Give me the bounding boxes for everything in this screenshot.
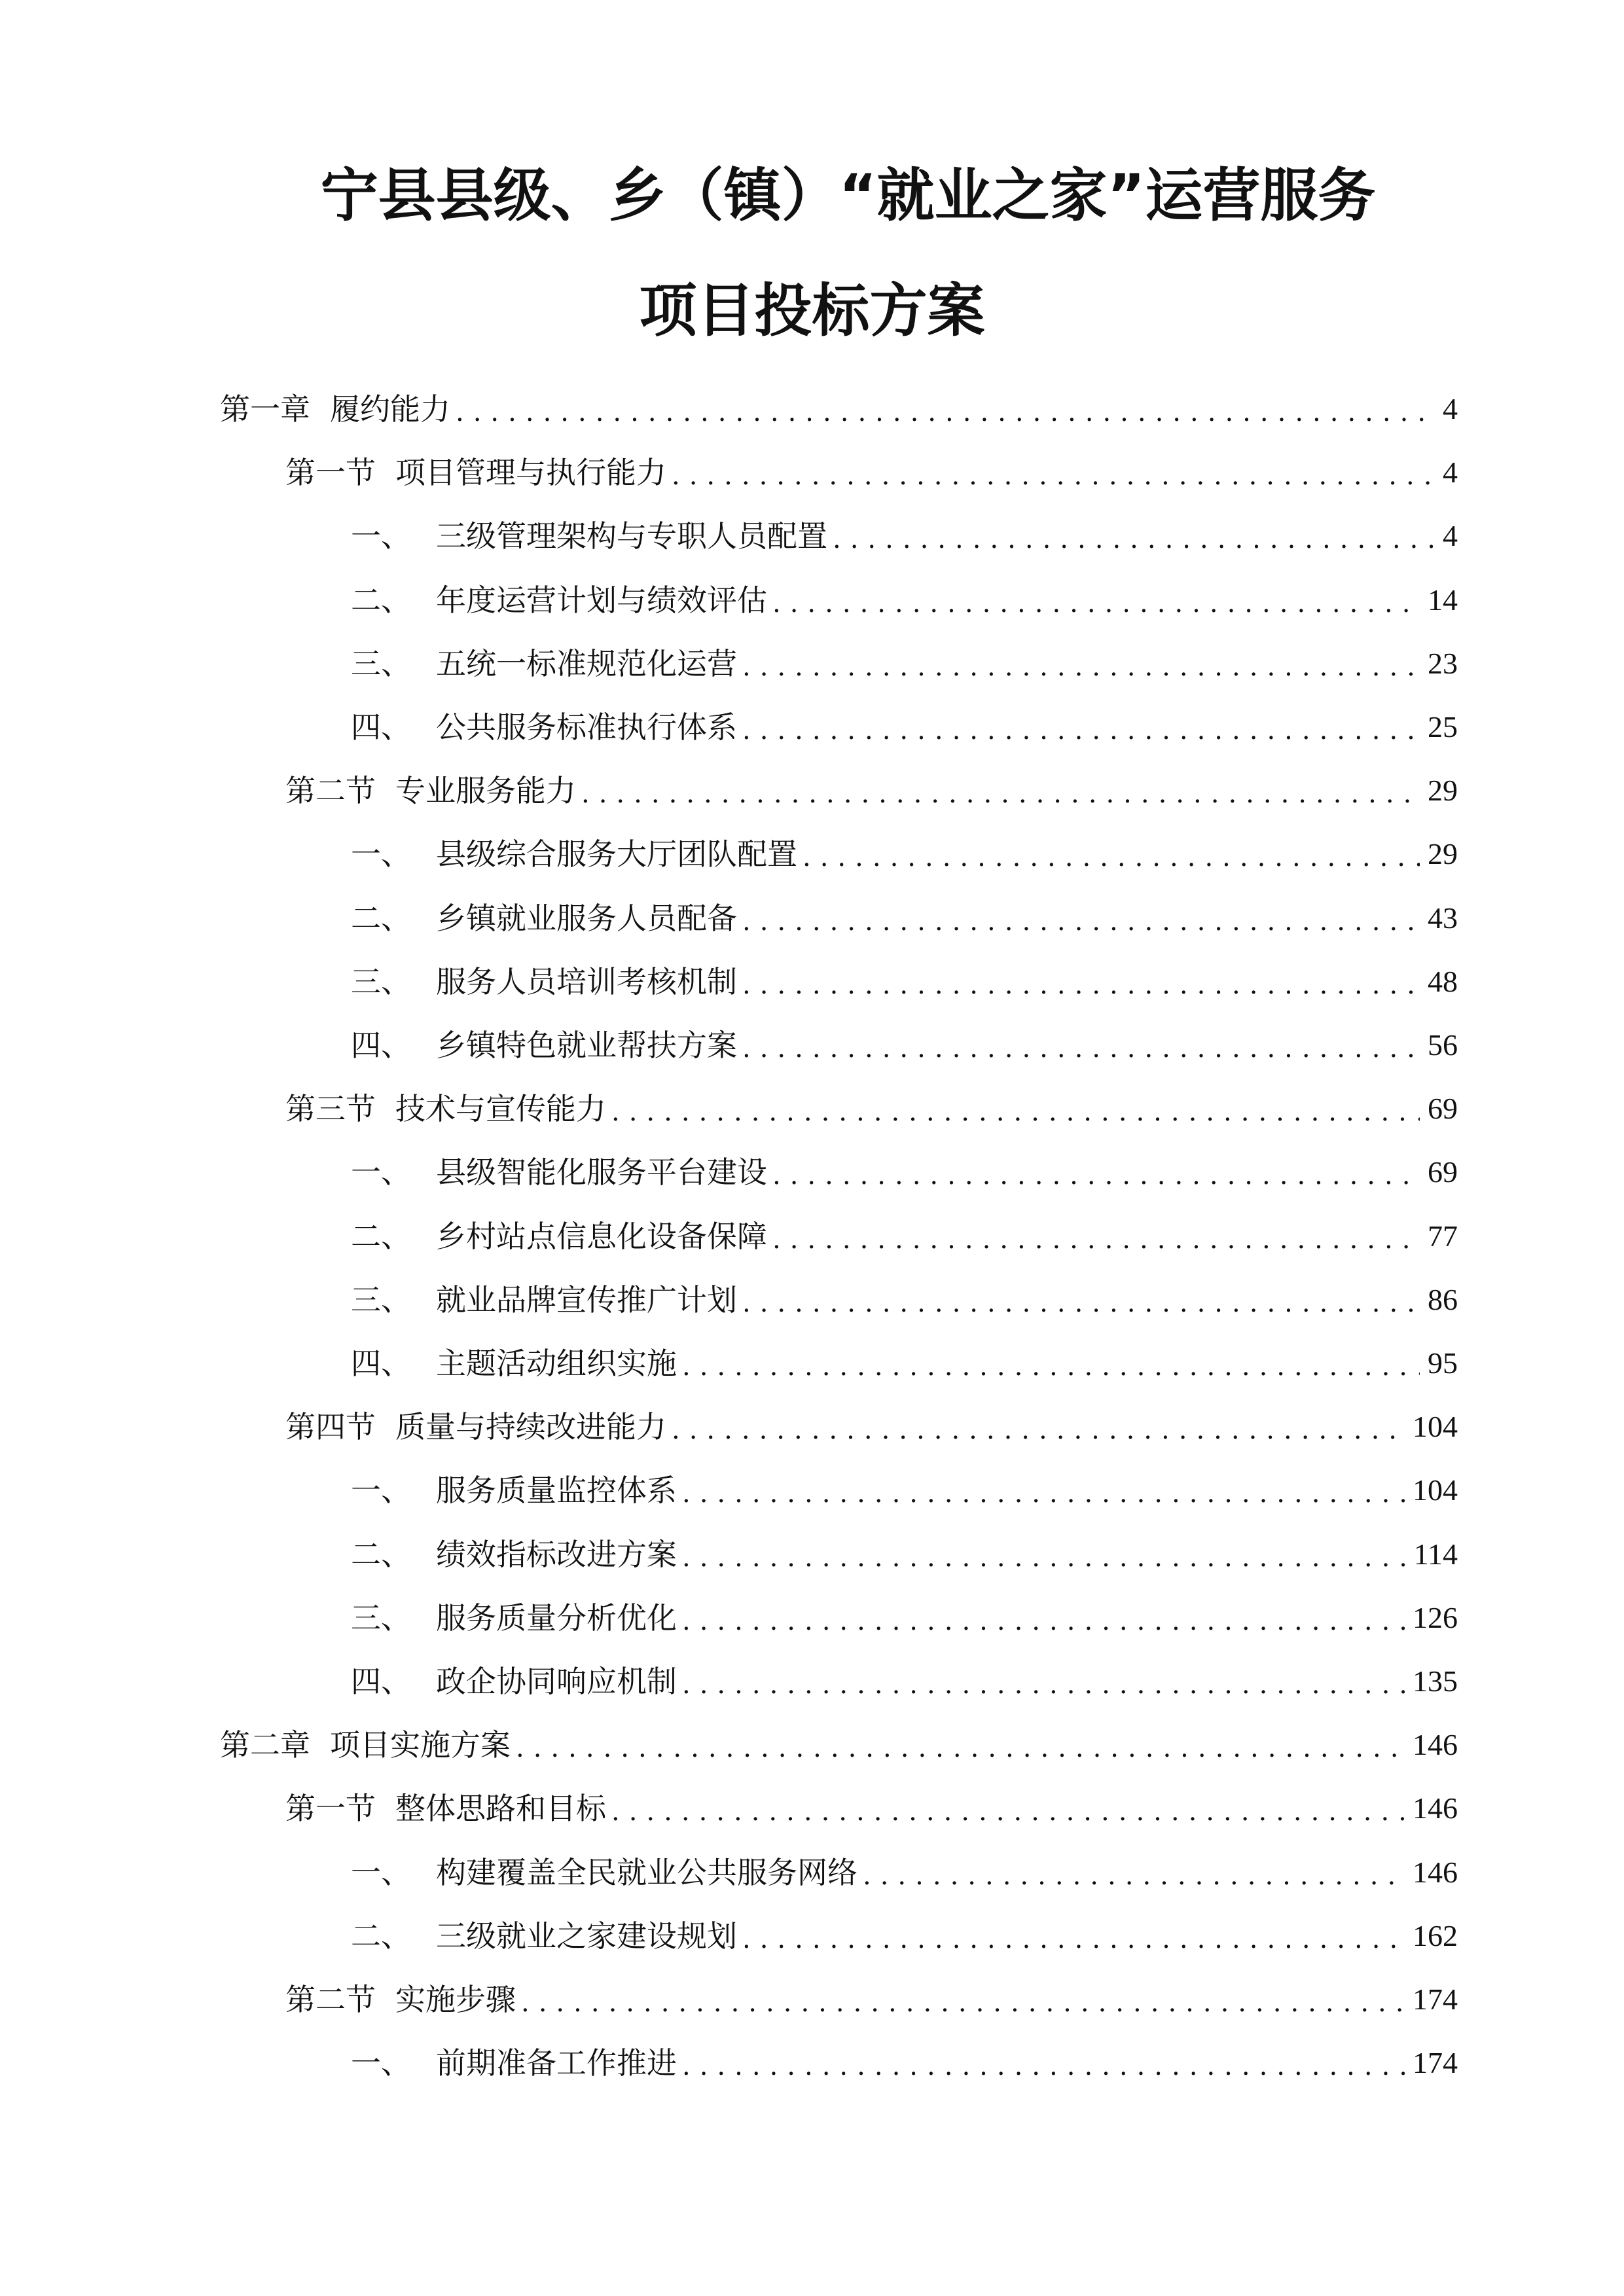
toc-leader-dots [682,1340,1420,1386]
toc-page-number: 86 [1428,1283,1458,1316]
toc-page-number: 77 [1428,1219,1458,1253]
toc-leader-dots [581,768,1420,814]
toc-entry-label: 质量与持续改进能力 [395,1409,666,1444]
toc-entry[interactable] [351,1850,1458,1895]
toc-entry[interactable] [351,704,1458,750]
toc-entry-text [351,1850,863,1895]
toc-entry-number: 三、 [351,1600,411,1636]
toc-page-number: 146 [1413,1728,1458,1761]
toc-entry-number: 一、 [351,1155,411,1190]
toc-entry[interactable] [220,1722,1458,1768]
toc-page-number: 4 [1443,392,1458,425]
toc-entry-number: 二、 [351,1918,411,1954]
toc-leader-dots [863,1850,1405,1895]
toc-entry-number: 四、 [351,1028,411,1063]
toc-entry-text [285,1086,611,1132]
toc-leader-dots [456,386,1435,432]
toc-entry-label: 公共服务标准执行体系 [436,709,737,745]
toc-entry-label: 绩效指标改进方案 [436,1537,677,1572]
toc-leader-dots [742,1022,1420,1068]
toc-entry-text [351,1277,742,1323]
toc-entry-label: 县级智能化服务平台建设 [436,1155,767,1190]
toc-entry[interactable] [351,1659,1458,1704]
toc-page-number: 43 [1428,901,1458,935]
toc-page-number: 48 [1428,965,1458,998]
toc-entry-text [351,1532,682,1577]
toc-page-number: 29 [1428,774,1458,807]
toc-page-number: 69 [1428,1155,1458,1189]
toc-entry[interactable] [285,1404,1458,1450]
toc-page-number: 29 [1428,837,1458,870]
toc-leader-dots [772,577,1420,623]
toc-entry-label: 乡镇就业服务人员配备 [436,901,737,936]
toc-entry[interactable] [220,386,1458,432]
toc-entry[interactable] [351,513,1458,559]
toc-entry-number: 第一节 [285,1791,376,1826]
toc-entry-text [351,1213,772,1259]
toc-page-number: 135 [1413,1664,1458,1698]
toc-entry-number: 一、 [351,1473,411,1508]
toc-page-number: 174 [1413,1982,1458,2016]
toc-entry-text [351,1467,682,1513]
toc-leader-dots [742,895,1420,941]
toc-entry-text [351,959,742,1005]
toc-entry-label: 构建覆盖全民就业公共服务网络 [436,1855,857,1890]
toc-leader-dots [833,513,1435,559]
toc-entry-number: 第一节 [285,455,376,490]
toc-entry-text [351,1149,772,1195]
toc-entry-label: 服务人员培训考核机制 [436,964,737,999]
toc-page-number: 25 [1428,710,1458,744]
toc-entry-label: 前期准备工作推进 [436,2045,677,2081]
toc-entry[interactable] [351,1467,1458,1513]
toc-page-number: 69 [1428,1092,1458,1125]
toc-entry[interactable] [351,2040,1458,2086]
toc-leader-dots [772,1213,1420,1259]
toc-leader-dots [611,1785,1405,1831]
toc-entry-label: 三级就业之家建设规划 [436,1918,737,1954]
toc-entry-number: 一、 [351,518,411,554]
toc-entry[interactable] [351,1022,1458,1068]
toc-entry-label: 乡镇特色就业帮扶方案 [436,1028,737,1063]
toc-entry-text [351,1340,682,1386]
toc-entry[interactable] [285,1785,1458,1831]
toc-leader-dots [672,1404,1405,1450]
toc-entry-number: 四、 [351,1346,411,1381]
toc-leader-dots [742,704,1420,750]
toc-entry-label: 县级综合服务大厅团队配置 [436,836,797,872]
document-title-line-1: 宁县县级、乡（镇）“就业之家”运营服务 [320,162,1376,229]
toc-entry-number: 二、 [351,1219,411,1254]
toc-entry-label: 三级管理架构与专职人员配置 [436,518,827,554]
toc-leader-dots [742,1913,1405,1959]
toc-entry[interactable] [351,1213,1458,1259]
toc-leader-dots [682,1467,1405,1513]
toc-page-number: 126 [1413,1601,1458,1634]
toc-page-number: 4 [1443,519,1458,552]
toc-leader-dots [742,1277,1420,1323]
toc-entry-text [351,641,742,687]
toc-entry[interactable] [351,1277,1458,1323]
toc-leader-dots [682,1659,1405,1704]
toc-leader-dots [803,831,1420,877]
toc-page-number: 95 [1428,1346,1458,1380]
toc-entry-text [285,1404,672,1450]
toc-leader-dots [772,1149,1420,1195]
toc-entry-number: 三、 [351,964,411,999]
toc-page-number: 174 [1413,2046,1458,2079]
toc-entry-label: 实施步骤 [395,1982,516,2017]
toc-leader-dots [521,1977,1405,2022]
toc-leader-dots [682,1532,1406,1577]
toc-entry-label: 服务质量监控体系 [436,1473,677,1508]
toc-entry-label: 专业服务能力 [395,773,576,808]
toc-leader-dots [742,959,1420,1005]
toc-entry-text [285,1785,611,1831]
toc-leader-dots [742,641,1420,687]
toc-entry-number: 第二节 [285,773,376,808]
toc-entry-label: 项目实施方案 [330,1727,511,1763]
toc-entry-number: 四、 [351,709,411,745]
toc-entry-text [220,1722,516,1768]
toc-page-number: 104 [1413,1473,1458,1507]
toc-entry-number: 一、 [351,1855,411,1890]
toc-entry-number: 第二章 [220,1727,310,1763]
toc-entry-label: 技术与宣传能力 [395,1091,606,1126]
toc-entry[interactable] [351,959,1458,1005]
toc-entry[interactable] [285,768,1458,814]
toc-entry-text [285,450,672,495]
toc-leader-dots [516,1722,1405,1768]
toc-entry-number: 四、 [351,1664,411,1699]
toc-entry-number: 第一章 [220,391,310,427]
toc-entry-text [351,895,742,941]
toc-entry-number: 二、 [351,901,411,936]
toc-entry-label: 项目管理与执行能力 [395,455,666,490]
toc-entry-number: 一、 [351,2045,411,2081]
toc-entry-label: 政企协同响应机制 [436,1664,677,1699]
toc-entry-text [351,831,803,877]
toc-page-number: 114 [1413,1537,1458,1571]
toc-entry-label: 年度运营计划与绩效评估 [436,583,767,618]
toc-entry[interactable] [351,1340,1458,1386]
toc-entry-text [351,2040,682,2086]
toc-entry-label: 履约能力 [330,391,450,427]
toc-entry[interactable] [351,577,1458,623]
toc-entry[interactable] [351,831,1458,877]
toc-entry[interactable] [285,1977,1458,2022]
toc-entry-text [285,1977,521,2022]
toc-page-number: 23 [1428,647,1458,680]
toc-entry-text [351,1595,682,1641]
toc-entry[interactable] [285,1086,1458,1132]
toc-entry-text [351,1913,742,1959]
toc-entry[interactable] [351,1595,1458,1641]
toc-page-number: 56 [1428,1028,1458,1062]
toc-entry-label: 服务质量分析优化 [436,1600,677,1636]
toc-page-number: 146 [1413,1791,1458,1825]
toc-page-number: 4 [1443,456,1458,489]
toc-entry-number: 第二节 [285,1982,376,2017]
toc-entry-label: 乡村站点信息化设备保障 [436,1219,767,1254]
toc-entry-text [351,513,833,559]
toc-entry[interactable] [351,1149,1458,1195]
document-title-line-2: 项目投标方案 [639,277,985,344]
toc-entry-label: 五统一标准规范化运营 [436,646,737,681]
toc-entry-number: 三、 [351,1282,411,1318]
toc-entry[interactable] [285,450,1458,495]
toc-page-number: 162 [1413,1919,1458,1952]
toc-page-number: 14 [1428,583,1458,617]
toc-entry-text [285,768,581,814]
toc-entry-text [351,704,742,750]
toc-entry-number: 一、 [351,836,411,872]
toc-entry-number: 第四节 [285,1409,376,1444]
toc-entry-text [351,577,772,623]
toc-leader-dots [682,1595,1405,1641]
toc-entry-number: 二、 [351,1537,411,1572]
toc-page-number: 146 [1413,1856,1458,1889]
toc-entry-label: 就业品牌宣传推广计划 [436,1282,737,1318]
toc-leader-dots [611,1086,1420,1132]
toc-entry-label: 整体思路和目标 [395,1791,606,1826]
toc-entry-number: 三、 [351,646,411,681]
toc-leader-dots [682,2040,1405,2086]
toc-entry[interactable] [351,1532,1458,1577]
toc-entry[interactable] [351,895,1458,941]
toc-entry[interactable] [351,1913,1458,1959]
toc-entry-number: 第三节 [285,1091,376,1126]
toc-entry-text [351,1659,682,1704]
toc-entry-text [220,386,456,432]
toc-entry-text [351,1022,742,1068]
toc-entry-label: 主题活动组织实施 [436,1346,677,1381]
toc-entry-number: 二、 [351,583,411,618]
toc-entry[interactable] [351,641,1458,687]
toc-page-number: 104 [1413,1410,1458,1443]
toc-leader-dots [672,450,1435,495]
